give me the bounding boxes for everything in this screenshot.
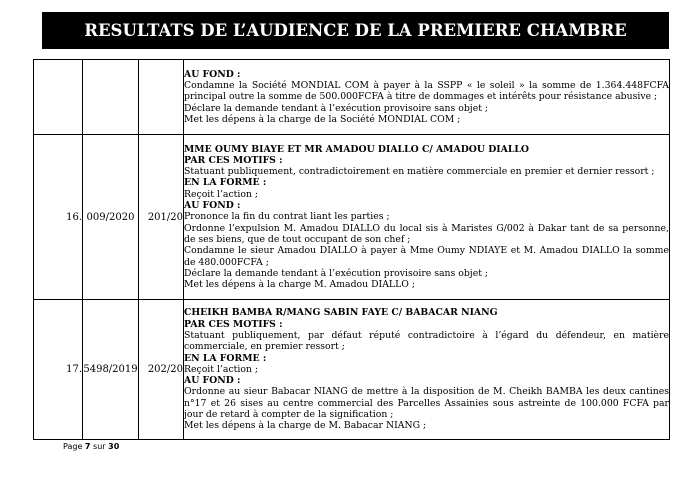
ruling-line: Ordonne au sieur Babacar NIANG de mettre à la disposition de M. Cheikh BAMBA les deux cantines n°17 et 26 sises au centre commercial des Parcelles Assainies sous astreinte de 100.000 FCFA par jour de retard à compter de la signification ; xyxy=(184,386,669,421)
table-row xyxy=(34,300,670,440)
ruling-heading: EN LA FORME : xyxy=(184,352,267,364)
footer-sep: sur xyxy=(93,442,106,451)
ruling-heading: PAR CES MOTIFS : xyxy=(184,154,283,166)
page-title: RESULTATS DE L’AUDIENCE DE LA PREMIERE CHAMBRE xyxy=(84,21,627,40)
table-row xyxy=(34,60,670,135)
ruling-line: Reçoit l’action ; xyxy=(184,363,259,375)
ruling-heading: CHEIKH BAMBA R/MANG SABIN FAYE C/ BABACAR NIANG xyxy=(184,307,498,319)
ruling-heading: MME OUMY BIAYE ET MR AMADOU DIALLO C/ AMADOU DIALLO xyxy=(184,143,529,155)
row-number: 16. xyxy=(34,135,83,300)
ruling-line: Met les dépens à la charge M. Amadou DIALLO ; xyxy=(184,279,415,291)
ruling-heading: EN LA FORME : xyxy=(184,177,267,189)
results-table-body xyxy=(34,60,670,440)
ruling-line: Déclare la demande tendant à l’exécution provisoire sans objet ; xyxy=(184,102,489,114)
ruling-line: Déclare la demande tendant à l’exécution provisoire sans objet ; xyxy=(184,267,489,279)
ruling-text xyxy=(184,300,670,440)
ruling-line: Condamne la Société MONDIAL COM à payer à la SSPP « le soleil » la somme de 1.364.448FCFA principal outre la somme de 500.000FCFA à titre de dommages et intérêts pour résistance abusive ; xyxy=(184,80,669,103)
row-number: 17. xyxy=(34,300,83,440)
ruling-line: Ordonne l’expulsion M. Amadou DIALLO du local sis à Maristes G/002 à Dakar tant de sa personne, de ses biens, que de tout occupant de son chef ; xyxy=(184,222,669,245)
table-row xyxy=(34,135,670,300)
ruling-line: Prononce la fin du contrat liant les parties ; xyxy=(184,211,390,223)
row-number xyxy=(34,60,83,135)
ruling-text xyxy=(184,60,670,135)
ruling-line: Reçoit l’action ; xyxy=(184,188,259,200)
ruling-line: Met les dépens à la charge de la Société MONDIAL COM ; xyxy=(184,113,461,125)
ruling-text xyxy=(184,135,670,300)
ruling-heading: PAR CES MOTIFS : xyxy=(184,318,283,330)
ruling-line: Condamne le sieur Amadou DIALLO à payer à Mme Oumy NDIAYE et M. Amadou DIALLO la somme de 480.000FCFA ; xyxy=(184,245,669,268)
decision-number xyxy=(139,60,184,135)
footer-page-word: Page xyxy=(63,442,83,451)
ruling-heading: AU FOND : xyxy=(184,375,241,387)
ruling-line: Met les dépens à la charge de M. Babacar NIANG ; xyxy=(184,420,427,432)
ruling-heading: AU FOND : xyxy=(184,200,241,212)
ruling-line: Statuant publiquement, contradictoirement en matière commerciale en premier et dernier ressort ; xyxy=(184,166,655,178)
decision-number: 201/20 xyxy=(139,135,184,300)
results-table xyxy=(33,59,670,440)
ruling-heading: AU FOND : xyxy=(184,68,241,80)
case-reference xyxy=(83,60,139,135)
case-reference: 009/2020 xyxy=(83,135,139,300)
footer-page-total: 30 xyxy=(108,442,120,451)
title-banner xyxy=(42,12,669,49)
ruling-line: Statuant publiquement, par défaut réputé contradictoire à l’égard du défendeur, en matière commerciale, en premier ressort ; xyxy=(184,329,669,353)
case-reference: 5498/2019 xyxy=(83,300,139,440)
decision-number: 202/20 xyxy=(139,300,184,440)
page-footer xyxy=(63,442,119,451)
footer-page-number: 7 xyxy=(84,442,91,451)
